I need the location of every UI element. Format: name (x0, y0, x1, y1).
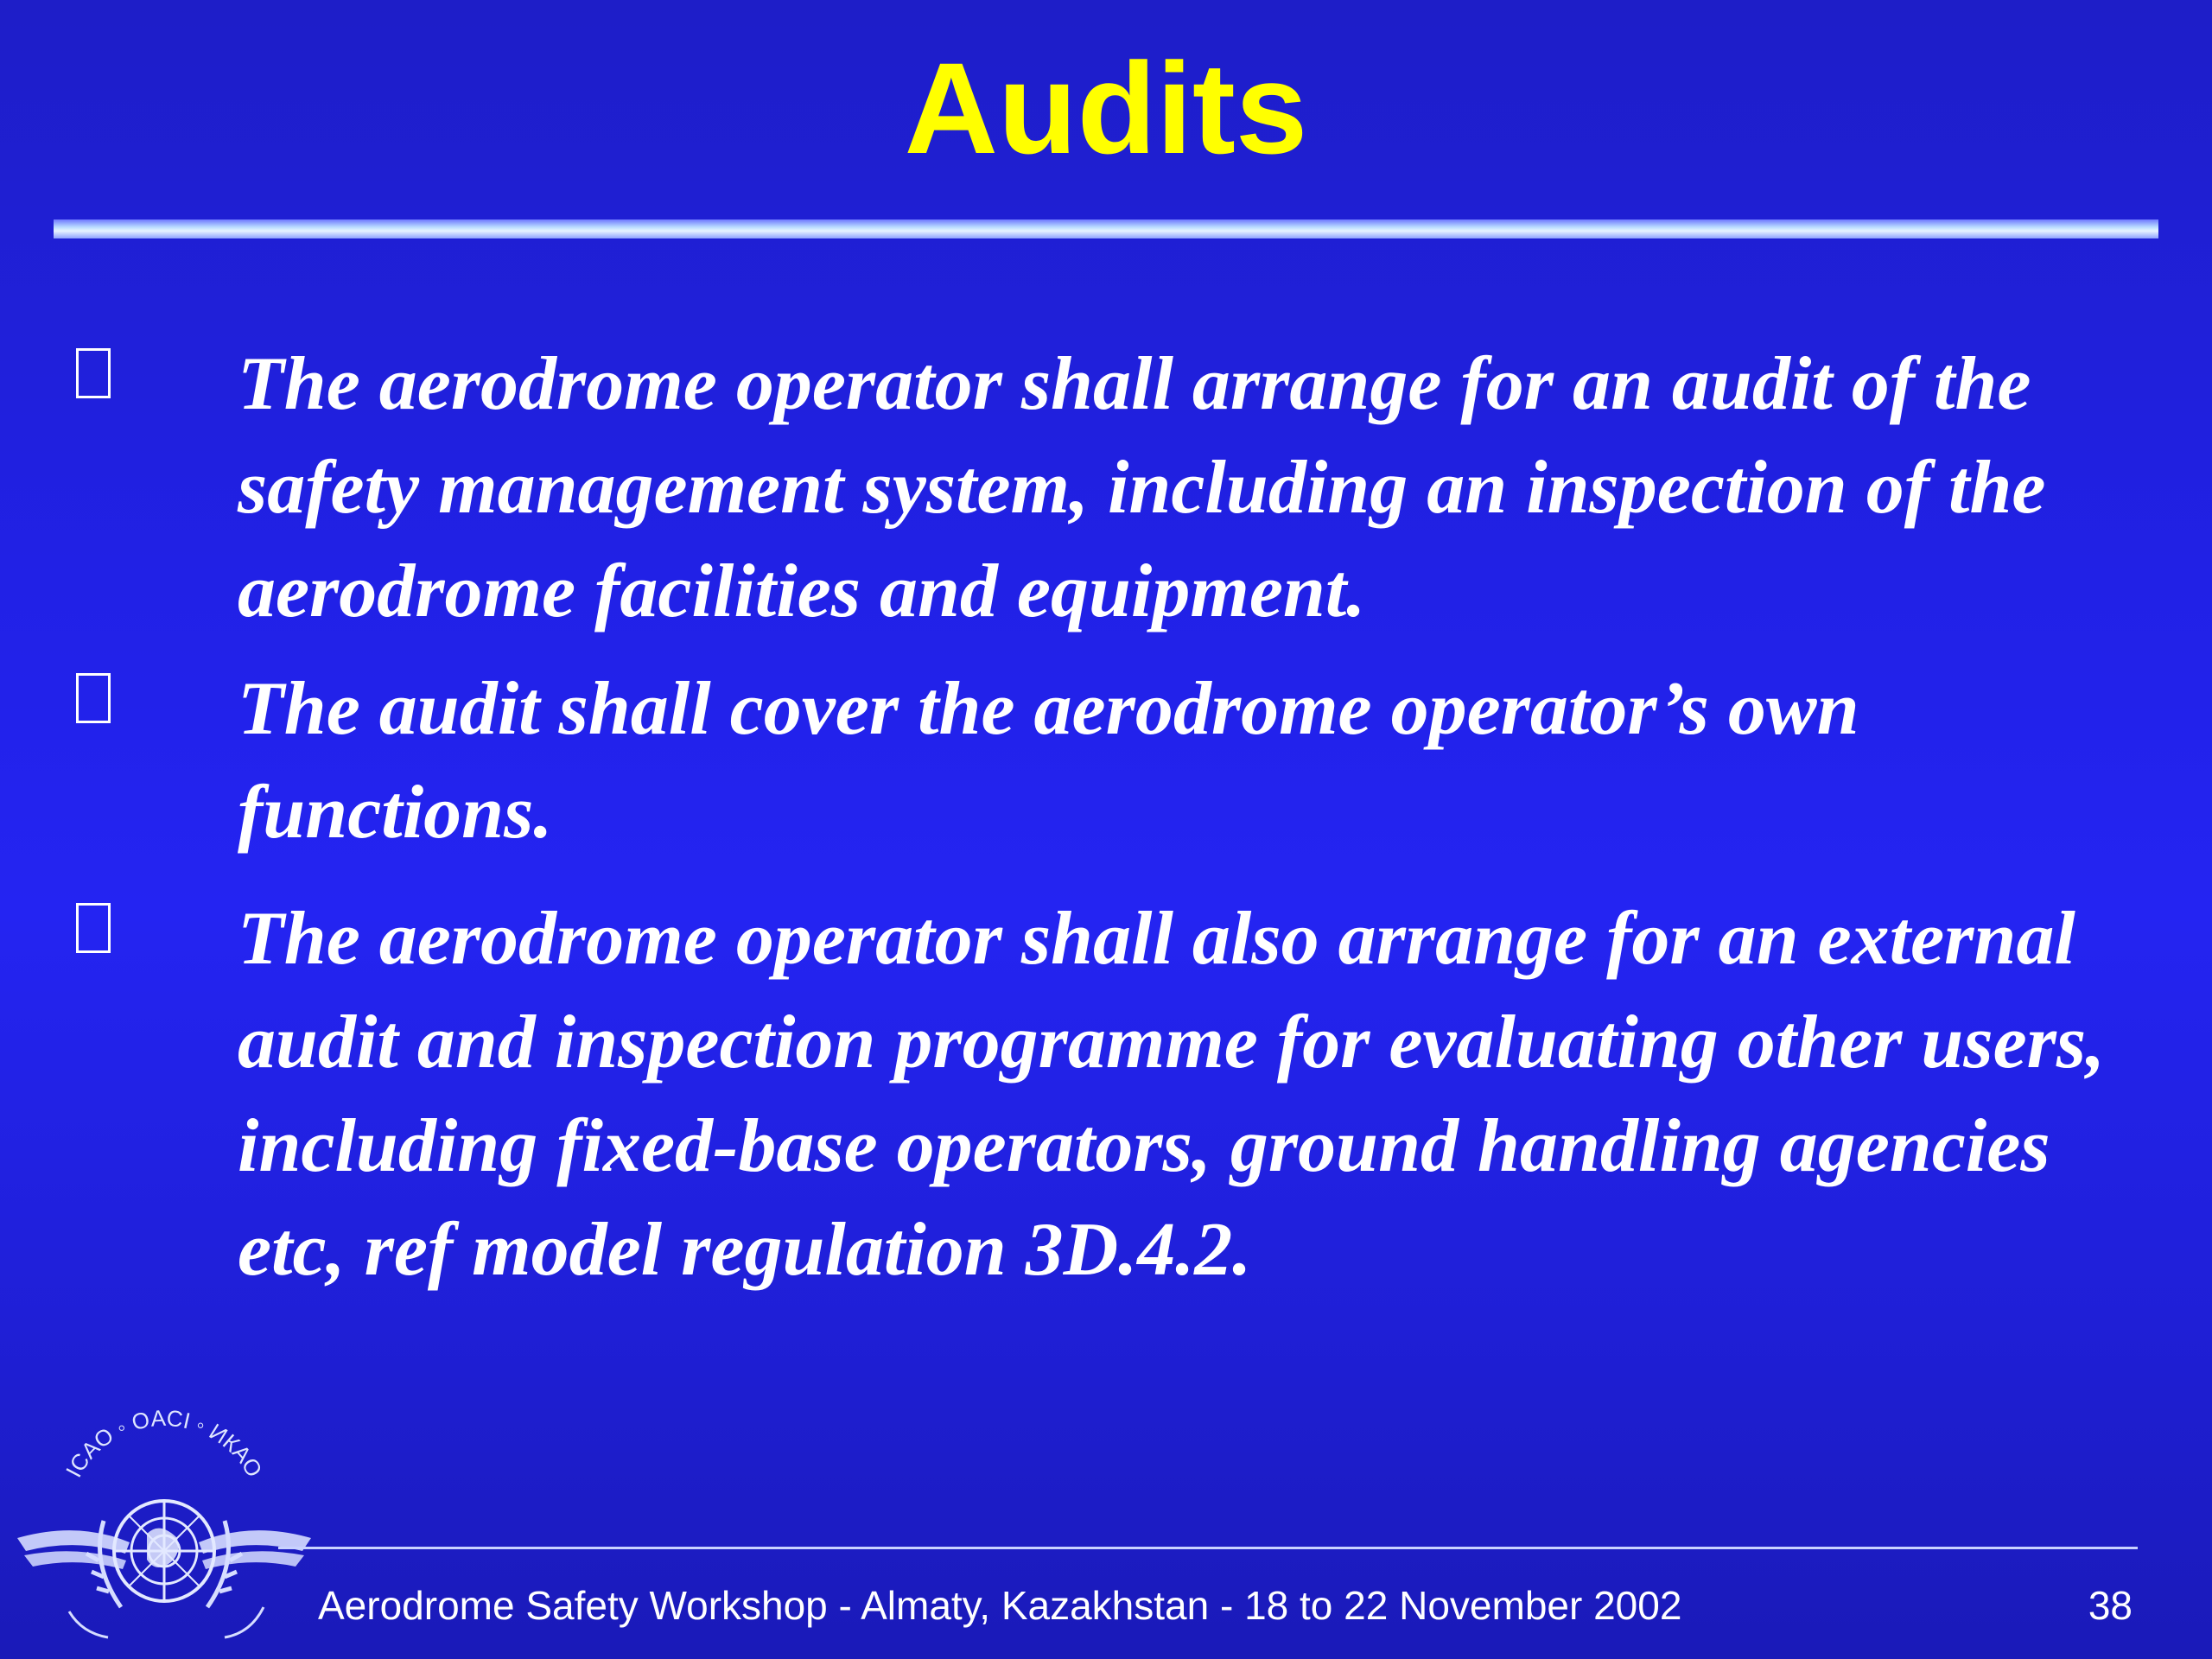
bullet-list (0, 333, 2212, 1309)
bullet-text: The aerodrome operator shall arrange for an audit of the safety management system, including an inspection of the aerodrome facilities and equipment. (238, 342, 2046, 633)
bullet-item (0, 333, 2212, 644)
slide-title: Audits (904, 35, 1308, 181)
title-divider (54, 219, 2158, 238)
logo-text: ICAO ◦ OACI ◦ ИКАО (60, 1404, 268, 1482)
bullet-item (0, 887, 2212, 1302)
square-bullet-icon (76, 348, 111, 398)
icao-emblem-icon (9, 1391, 320, 1659)
square-bullet-icon (76, 903, 111, 953)
page-number: 38 (2088, 1583, 2133, 1628)
bullet-text: The aerodrome operator shall also arrange for an external audit and inspection programme for evaluating other users, including fixed-base operators, ground handling agencies etc, ref model regulation 3D.4.2. (238, 897, 2106, 1292)
bullet-text: The audit shall cover the aerodrome operator’s own functions. (238, 667, 1859, 855)
footer-text: Aerodrome Safety Workshop - Almaty, Kazakhstan - 18 to 22 November 2002 (318, 1583, 1682, 1628)
footer-divider (278, 1547, 2138, 1549)
square-bullet-icon (76, 673, 111, 723)
bullet-item (0, 658, 2212, 865)
